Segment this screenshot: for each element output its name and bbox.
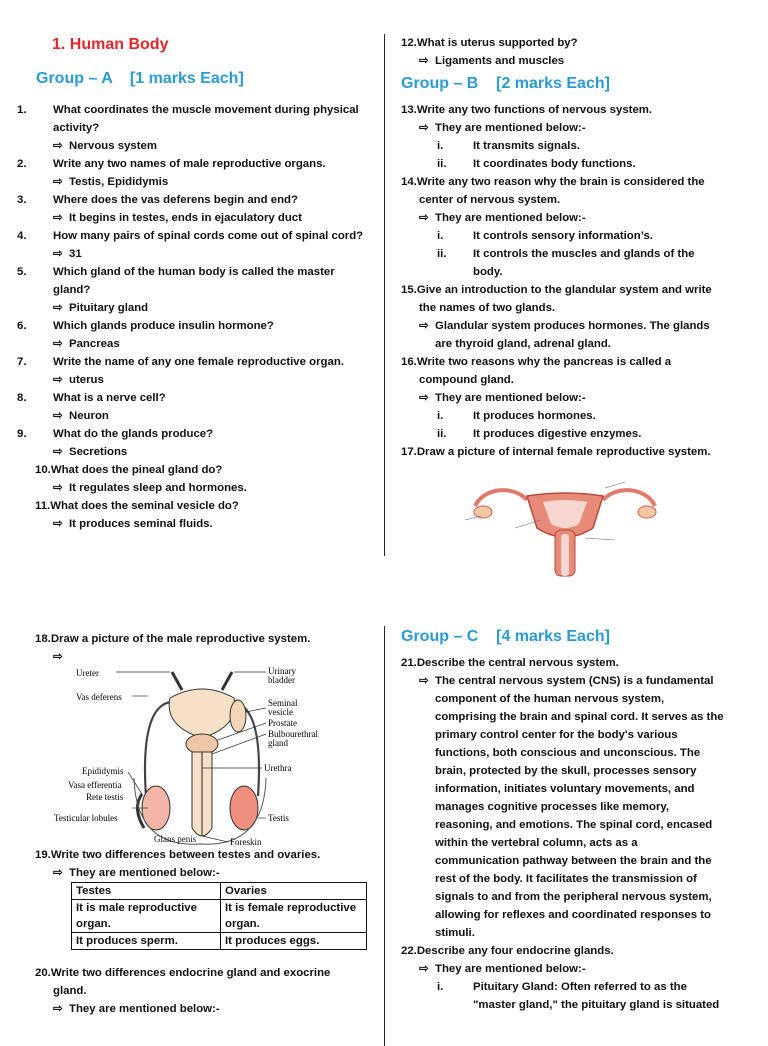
label-epididymis: Epididymis <box>82 766 124 776</box>
answer-14-point-1: i. It controls sensory information’s. <box>437 230 653 242</box>
answer-14: ⇨ They are mentioned below:- <box>419 212 586 224</box>
question-4: 4. How many pairs of spinal cords come out of spinal cord? <box>17 230 364 242</box>
answer-16: ⇨ They are mentioned below:- <box>419 392 586 404</box>
right-ureter <box>222 672 232 690</box>
group-c-heading: Group – C [4 marks Each] <box>401 628 610 645</box>
answer-19: ⇨ They are mentioned below:- <box>53 867 220 879</box>
question-12: 12.What is uterus supported by? <box>401 37 578 49</box>
answer-1: ⇨ Nervous system <box>53 140 158 152</box>
answer-4: ⇨ 31 <box>53 248 82 260</box>
urinary-bladder <box>169 689 235 738</box>
question-20: 20.Write two differences endocrine gland and exocrine gland. <box>35 967 331 997</box>
answer-9: ⇨ Secretions <box>53 446 128 458</box>
label-bulbourethral-2: gland <box>268 738 288 748</box>
group-a-heading: Group – A [1 marks Each] <box>36 70 244 87</box>
answer-5: ⇨ Pituitary gland <box>53 302 149 314</box>
male-reproductive-diagram <box>52 666 318 848</box>
label-vas-deferens: Vas deferens <box>76 692 122 702</box>
answer-6: ⇨ Pancreas <box>53 338 120 350</box>
vas-deferens-left <box>145 702 170 796</box>
label-urinary-bladder-1: Urinary <box>268 666 296 676</box>
seminal-vesicle <box>230 700 246 732</box>
question-21: 21.Describe the central nervous system. <box>401 657 619 669</box>
answer-18-arrow: ⇨ <box>53 651 63 663</box>
label-testis: Testis <box>268 813 289 823</box>
right-column-page-2 <box>401 628 751 1014</box>
label-prostate: Prostate <box>268 718 297 728</box>
answer-2: ⇨ Testis, Epididymis <box>53 176 169 188</box>
question-5: 5. Which gland of the human body is called the master gland? <box>17 266 335 296</box>
question-17: 17.Draw a picture of internal female reproductive system. <box>401 446 711 458</box>
group-b-heading: Group – B [2 marks Each] <box>401 75 610 92</box>
page-2 <box>0 512 768 1024</box>
table-header: Ovaries <box>221 883 367 900</box>
answer-22-point-1-cont: "master gland," the pituitary gland is situated <box>473 999 720 1011</box>
question-14: 14.Write any two reason why the brain is considered the center of nervous system. <box>401 176 705 206</box>
question-15: 15.Give an introduction to the glandular system and write the names of two glands. <box>401 284 712 314</box>
table-cell: It produces eggs. <box>221 933 367 950</box>
label-bulbourethral-1: Bulbourethral <box>268 729 318 739</box>
question-10: 10.What does the pineal gland do? <box>35 464 223 476</box>
answer-14-continuation: body. <box>473 266 503 278</box>
answer-12: ⇨ Ligaments and muscles <box>419 55 565 67</box>
answer-3: ⇨ It begins in testes, ends in ejaculatory duct <box>53 212 302 224</box>
answer-14-point-2: ii. It controls the muscles and glands of the <box>437 248 695 260</box>
question-1: 1. What coordinates the muscle movement during physical activity? <box>17 104 359 134</box>
question-18: 18.Draw a picture of the male reproductive system. <box>35 633 311 645</box>
question-6: 6. Which glands produce insulin hormone? <box>17 320 274 332</box>
answer-10: ⇨ It regulates sleep and hormones. <box>53 482 247 494</box>
question-3: 3. Where does the vas deferens begin and end? <box>17 194 298 206</box>
answer-16-point-2: ii. It produces digestive enzymes. <box>437 428 642 440</box>
table-header-row <box>72 883 367 900</box>
answer-22: ⇨ They are mentioned below:- <box>419 963 586 975</box>
testes-ovaries-table <box>71 882 367 950</box>
answer-8: ⇨ Neuron <box>53 410 109 422</box>
label-urinary-bladder-2: bladder <box>268 675 295 685</box>
column-divider <box>384 34 385 556</box>
answer-13: ⇨ They are mentioned below:- <box>419 122 586 134</box>
label-testicular-lobules: Testicular lobules <box>54 813 118 823</box>
table-header: Testes <box>72 883 221 900</box>
chapter-title: 1. Human Body <box>52 36 169 53</box>
label-rete-testis: Rete testis <box>86 792 124 802</box>
left-column-page-2-lower <box>35 846 375 1018</box>
label-glans-penis: Glans penis <box>154 834 197 844</box>
answer-16-point-1: i. It produces hormones. <box>437 410 596 422</box>
answer-13-point-1: i. It transmits signals. <box>437 140 580 152</box>
label-seminal-vesicle-2: vesicle <box>268 707 293 717</box>
label-ureter: Ureter <box>76 668 99 678</box>
answer-15: ⇨ Glandular system produces hormones. The glands are thyroid gland, adrenal gland. <box>419 320 710 350</box>
group-a-questions <box>17 101 365 533</box>
left-column-page-2 <box>35 630 375 666</box>
answer-7: ⇨ uterus <box>53 374 104 386</box>
question-13: 13.Write any two functions of nervous system. <box>401 104 653 116</box>
table-row <box>72 933 367 950</box>
left-ureter <box>172 672 182 690</box>
answer-11: ⇨ It produces seminal fluids. <box>53 518 213 530</box>
answer-20: ⇨ They are mentioned below:- <box>53 1003 220 1015</box>
answer-13-point-2: ii. It coordinates body functions. <box>437 158 636 170</box>
question-2: 2. Write any two names of male reproductive organs. <box>17 158 326 170</box>
label-urethra: Urethra <box>264 763 292 773</box>
right-column-page-1 <box>401 34 741 461</box>
answer-21: ⇨ The central nervous system (CNS) is a fundamental component of the human nervous system, comprising the brain and spinal cord. It serves as the primary control center for the body's various functions, both conscious and unconscious. The brain, protected by the skull, processes sensory information, initiates voluntary movements, and manages cognitive processes like memory, reasoning, and emotions. The spinal cord, encased within the vertebral column, acts as a communication pathway between the brain and the rest of the body. It facilitates the transmission of signals to and from the peripheral nervous system, allowing for reflexes and coordinated responses to stimuli. <box>419 675 724 939</box>
question-8: 8. What is a nerve cell? <box>17 392 166 404</box>
table-cell: It is female reproductive organ. <box>221 900 367 933</box>
table-row <box>72 900 367 933</box>
table-cell: It produces sperm. <box>72 933 221 950</box>
right-fallopian-tube <box>603 490 655 506</box>
table-cell: It is male reproductive organ. <box>72 900 221 933</box>
question-11: 11.What does the seminal vesicle do? <box>35 500 239 512</box>
question-22: 22.Describe any four endocrine glands. <box>401 945 614 957</box>
answer-22-point-1: i. Pituitary Gland: Often referred to as the <box>437 981 687 993</box>
label-foreskin: Foreskin <box>230 837 262 847</box>
label-vasa-efferentia: Vasa efferentia <box>68 780 122 790</box>
prostate <box>186 734 218 754</box>
column-divider <box>384 626 385 1046</box>
question-19: 19.Write two differences between testes and ovaries. <box>35 849 321 861</box>
question-16: 16.Write two reasons why the pancreas is called a compound gland. <box>401 356 672 386</box>
question-9: 9. What do the glands produce? <box>17 428 214 440</box>
label-seminal-vesicle-1: Seminal <box>268 698 298 708</box>
question-7: 7. Write the name of any one female reproductive organ. <box>17 356 344 368</box>
left-fallopian-tube <box>475 490 527 506</box>
